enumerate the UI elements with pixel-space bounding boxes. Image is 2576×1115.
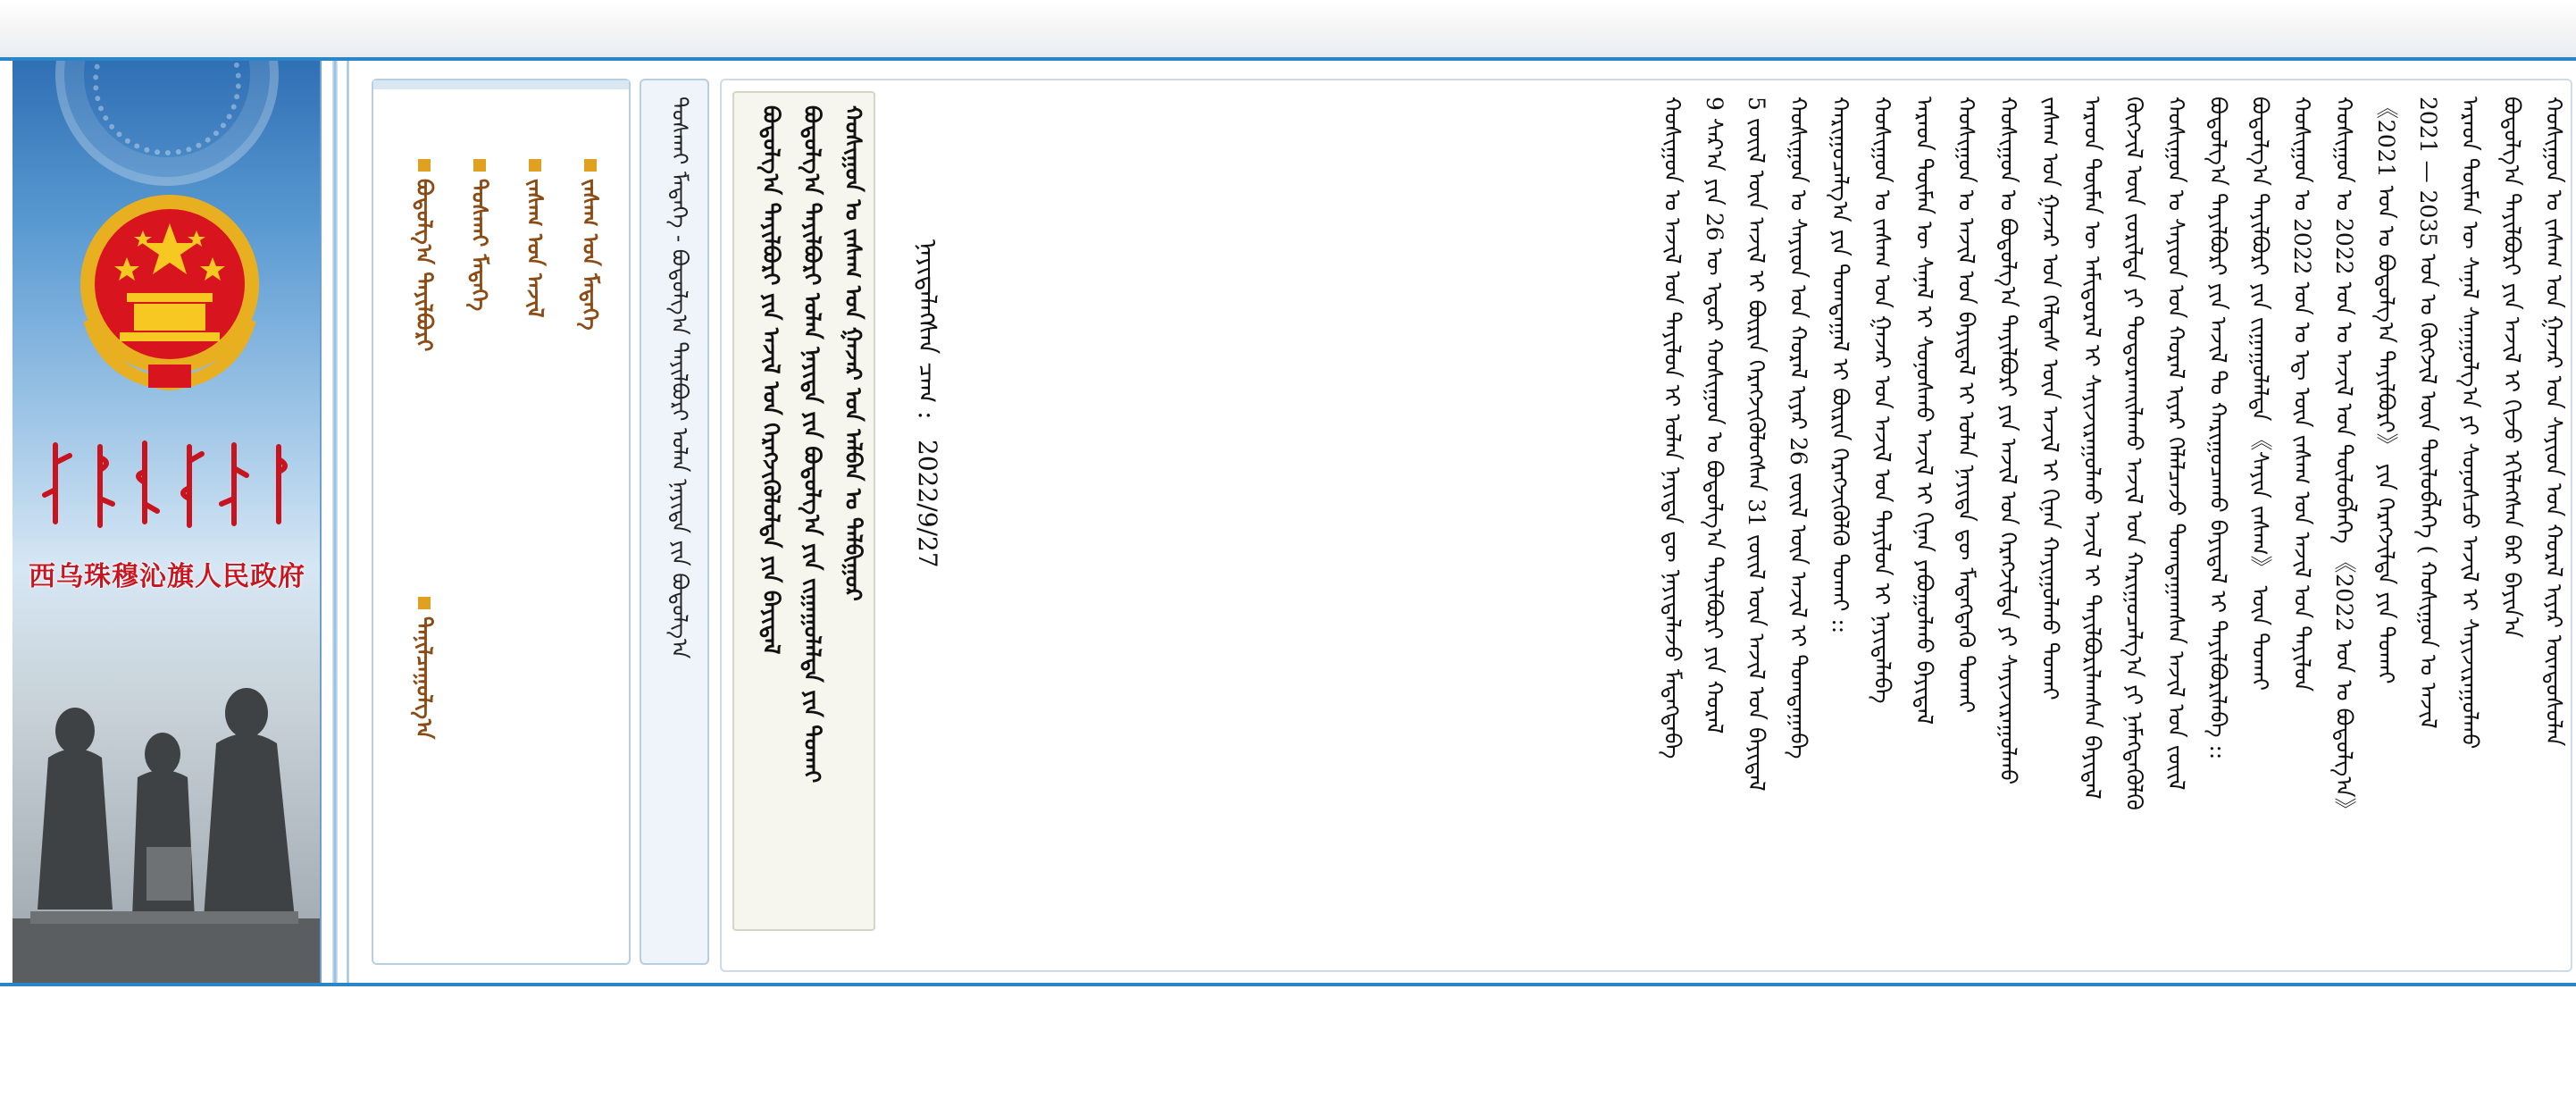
- article-body-line: ᠠᠷᠠᠳ ᠲᠦᠮᠡᠨ ᠦ ᠠᠮᠢᠳᠤᠷᠠᠯ ᠢ ᠰᠠᠶᠢᠵᠢᠷᠠᠭᠤᠯᠬᠤ ᠠᠵᠢᠯ ᠢ ᠲᠠᠶᠢᠯᠪᠤᠷᠢᠯᠠᠭᠰᠠᠨ ᠪᠠᠶᠢᠳᠠᠯ: [2079, 96, 2105, 800]
- nav-item-2[interactable]: [516, 159, 554, 318]
- article-body-line: ᠪᠣᠳᠤᠯᠭ᠎ᠠ ᠲᠠᠶᠢᠯᠪᠤᠷᠢ ᠶᠢᠨ ᠠᠵᠢᠯ ᠲᠤ ᠬᠠᠷᠢᠭᠤᠴᠠᠬᠤ ᠪᠠᠶᠢᠳᠠᠯ ᠢ ᠲᠠᠶᠢᠯᠪᠤᠷᠢᠯᠠᠪᠠ ::: [2205, 96, 2231, 760]
- article-body-line: ᠬᠣᠰᠢᠭᠤᠨ ᠤ ᠠᠵᠢᠯ ᠤᠨ ᠲᠠᠶᠢᠯᠤᠨ ᠢ ᠣᠯᠠᠨ ᠨᠡᠶᠢᠲᠡ ᠳᠦ ᠨᠡᠶᠢᠲᠡᠯᠡᠵᠦ ᠮᠡᠳᠡᠭᠳᠡᠪᠡ: [1660, 96, 1685, 759]
- nav-item-label: ᠲᠤᠰᠬᠠᠢ ᠮᠡᠳᠡᠭᠡ: [467, 179, 493, 312]
- nav-item-label: ᠵᠠᠰᠠᠭ ᠤᠨ ᠮᠡᠳᠡᠭᠡ: [578, 179, 604, 331]
- nav-item-label: ᠲᠠᠨᠢᠯᠴᠠᠭᠤᠯᠭ᠎ᠠ: [412, 616, 438, 740]
- government-name: 西乌珠穆沁旗人民政府: [29, 561, 305, 592]
- article-body-line: ᠬᠣᠰᠢᠭᠤᠨ ᠤ ᠰᠠᠶᠢᠳ ᠤᠨ ᠬᠤᠷᠠᠯ ᠢᠶᠠᠷ ᠬᠡᠯᠡᠯᠴᠡᠵᠦ ᠲᠣᠭᠲᠠᠭᠠᠭᠰᠠᠨ ᠠᠵᠢᠯ ᠤᠨ ᠵᠦᠢᠯ: [2163, 96, 2189, 791]
- article-body-line: ᠬᠣᠰᠢᠭᠤᠨ ᠤ ᠰᠠᠶᠢᠳ ᠤᠨ ᠬᠤᠷᠠᠯ ᠢᠶᠠᠷ 26 ᠵᠦᠢᠯ ᠦᠨ ᠠᠵᠢᠯ ᠢ ᠲᠣᠭᠲᠠᠭᠠᠪᠠ: [1786, 96, 1811, 759]
- publish-date-label: ᠨᠡᠶᠢᠲᠡᠯᠡᠭᠰᠡᠨ ᠴᠠᠭ :: [913, 239, 942, 420]
- nav-item-label: ᠵᠠᠰᠠᠭ ᠤᠨ ᠠᠵᠢᠯ: [523, 179, 548, 318]
- article-body-line: 《2021 ᠣᠨ ᠤ ᠪᠣᠳᠤᠯᠭ᠎ᠠ ᠲᠠᠶᠢᠯᠪᠤᠷᠢ》 ᠶᠢᠨ ᠬᠡᠷᠡᠭᠵᠢᠯᠲᠡ ᠶᠢᠨ ᠲᠤᠬᠠᠢ: [2373, 96, 2399, 684]
- article-body-line: 2021 — 2035 ᠣᠨ ᠤ ᠬᠥᠭᠵᠢᠯ ᠦᠨ ᠲᠥᠯᠥᠪᠯᠡᠭᠡ ( ᠬᠣᠰᠢᠭᠤᠨ ᠤ ᠠᠵᠢᠯ: [2415, 96, 2441, 729]
- national-emblem-icon: [71, 186, 268, 391]
- publish-date-value: 2022/9/27: [913, 440, 942, 568]
- article-body-line: ᠬᠣᠰᠢᠭᠤᠨ ᠤ ᠵᠠᠰᠠᠭ ᠤᠨ ᠭᠠᠵᠠᠷ ᠤᠨ ᠰᠠᠶᠢᠳ ᠤᠨ ᠬᠤᠷᠠᠯ ᠢᠶᠠᠷ ᠦᠨᠳᠦᠰᠦᠯᠡᠨ: [2541, 96, 2567, 747]
- article-body-line: ᠠᠷᠠᠳ ᠲᠦᠮᠡᠨ ᠦ ᠰᠠᠨᠠᠯ ᠰᠠᠨᠠᠭᠤᠯᠭ᠎ᠠ ᠶᠢ ᠰᠣᠨᠣᠰᠴᠤ ᠠᠵᠢᠯ ᠢ ᠰᠠᠶᠢᠵᠢᠷᠠᠭᠤᠯᠬᠤ: [2457, 96, 2483, 750]
- nav-item-label: ᠪᠣᠳᠤᠯᠭ᠎ᠠ ᠲᠠᠶᠢᠯᠪᠤᠷᠢ: [412, 179, 438, 352]
- nav-item-1[interactable]: [572, 159, 609, 331]
- article-body-line: ᠪᠣᠳᠤᠯᠭ᠎ᠠ ᠲᠠᠶᠢᠯᠪᠤᠷᠢ ᠶᠢᠨ ᠠᠵᠢᠯ ᠢ ᠬᠢᠵᠦ ᠡᠬᠢᠯᠡᠭᠰᠡᠨ ᠪᠡᠷ ᠪᠠᠶᠢᠨ᠎ᠠ: [2499, 96, 2525, 638]
- article-body-line: ᠬᠠᠷᠢᠭᠤᠴᠠᠯᠭ᠎ᠠ ᠶᠢᠨ ᠲᠣᠭᠲᠠᠭᠠᠯ ᠢ ᠪᠦᠷᠢᠨ ᠬᠡᠷᠡᠭᠵᠢᠭᠦᠯᠬᠦ ᠲᠤᠬᠠᠢ ::: [1827, 96, 1853, 634]
- site-banner: [13, 61, 322, 983]
- article-title-line-2: ᠪᠣᠳᠤᠯᠭ᠎ᠠ ᠲᠠᠶᠢᠯᠪᠤᠷᠢ ᠣᠯᠠᠨ ᠨᠡᠶᠢᠲᠡ ᠶᠢᠨ ᠪᠣᠳᠤᠯᠭ᠎ᠠ ᠶᠢᠨ ᠵᠢᠭᠠᠭᠤᠯᠠᠯᠲᠠ ᠶᠢᠨ ᠲᠤᠬᠠᠢ: [799, 105, 825, 784]
- mongolian-title-text: ᠪᠠᠷᠠᠭᠤᠨ ᠦᠵᠦᠮᠦᠴᠢᠨ ᠬᠣᠰᠢᠭᠤᠨ ᠤ ᠠᠷᠠᠳ ᠤᠨ ᠵᠠᠰᠠᠭ ᠤᠨ ᠭᠠᠵᠠᠷ: [30, 436, 54, 437]
- bullet-icon: [584, 159, 597, 172]
- nav-item-5[interactable]: [406, 597, 443, 739]
- nav-item-4[interactable]: [406, 159, 443, 351]
- separator-left: [332, 61, 338, 983]
- article-body-line: ᠬᠣᠰᠢᠭᠤᠨ ᠤ ᠵᠠᠰᠠᠭ ᠤᠨ ᠭᠠᠵᠠᠷ ᠤᠨ ᠠᠵᠢᠯ ᠤᠨ ᠲᠠᠶᠢᠯᠤᠨ ᠢ ᠨᠡᠶᠢᠲᠡᠯᠡᠪᠡ: [1869, 96, 1895, 704]
- article-title-box: [732, 91, 875, 931]
- mongolian-title-script: [30, 436, 316, 534]
- article-body-line: 5 ᠵᠦᠢᠯ ᠦᠨ ᠠᠵᠢᠯ ᠢ ᠪᠦᠷᠢᠨ ᠬᠡᠷᠡᠭᠵᠢᠭᠦᠯᠦᠭᠰᠡᠨ 31 ᠵᠦᠢᠯ ᠦᠨ ᠠᠵᠢᠯ ᠤᠨ ᠪᠠᠶᠢᠳᠠᠯ: [1744, 96, 1769, 792]
- article-title-line-1: ᠬᠣᠰᠢᠭᠤᠨ ᠤ ᠵᠠᠰᠠᠭ ᠤᠨ ᠭᠠᠵᠠᠷ ᠤᠨ ᠠᠯᠪᠠᠨ ᠤ ᠲᠠᠯᠪᠢᠭᠤᠷ: [841, 105, 866, 601]
- article-body-line: 9 ᠰᠠᠷ᠎ᠠ ᠶᠢᠨ 26 ᠦ ᠡᠳᠦᠷ ᠬᠣᠰᠢᠭᠤᠨ ᠤ ᠪᠣᠳᠤᠯᠭ᠎ᠠ ᠲᠠᠶᠢᠯᠪᠤᠷᠢ ᠶᠢᠨ ᠬᠤᠷᠠᠯ: [1702, 96, 1727, 734]
- article-body-line: ᠬᠣᠰᠢᠭᠤᠨ ᠤ ᠪᠣᠳᠤᠯᠭ᠎ᠠ ᠲᠠᠶᠢᠯᠪᠤᠷᠢ ᠶᠢᠨ ᠠᠵᠢᠯ ᠤᠨ ᠬᠡᠷᠡᠭᠵᠢᠯᠲᠡ ᠶᠢ ᠰᠠᠶᠢᠵᠢᠷᠠᠭᠤᠯᠬᠤ: [1995, 96, 2021, 785]
- separator-left-thin: [347, 61, 349, 983]
- bullet-icon: [418, 159, 431, 172]
- article-body-line: ᠪᠣᠳᠤᠯᠭ᠎ᠠ ᠲᠠᠶᠢᠯᠪᠤᠷᠢ ᠶᠢᠨ ᠵᠢᠭᠠᠭᠤᠯᠠᠯᠲᠠ 《ᠰᠠᠶᠢᠨ ᠵᠠᠰᠠᠭ》 ᠦᠨ ᠲᠤᠬᠠᠢ: [2247, 96, 2273, 692]
- bullet-icon: [418, 597, 431, 609]
- statue-image-icon: [13, 677, 322, 983]
- browser-top-band: [0, 0, 2576, 57]
- article-body-line: ᠬᠣᠰᠢᠭᠤᠨ ᠤ ᠠᠵᠢᠯ ᠤᠨ ᠪᠠᠶᠢᠳᠠᠯ ᠢ ᠣᠯᠠᠨ ᠨᠡᠶᠢᠲᠡ ᠳᠦ ᠮᠡᠳᠡᠭᠳᠡᠬᠦ ᠲᠤᠬᠠᠢ: [1953, 96, 1979, 714]
- article-body-line: ᠠᠷᠠᠳ ᠲᠦᠮᠡᠨ ᠦ ᠰᠠᠨᠠᠯ ᠢ ᠰᠣᠨᠣᠰᠬᠤ ᠠᠵᠢᠯ ᠢ ᠬᠢᠨᠠᠨ ᠶᠠᠪᠤᠭᠤᠯᠬᠤ ᠪᠠᠶᠢᠳᠠᠯ: [1911, 96, 1937, 725]
- publish-date: [906, 239, 949, 568]
- article-body-line: ᠬᠥᠭᠵᠢᠯ ᠦᠨ ᠵᠣᠷᠢᠯᠲᠠ ᠶᠢ ᠲᠣᠳᠣᠷᠬᠠᠢᠯᠠᠬᠤ ᠠᠵᠢᠯ ᠤᠨ ᠬᠠᠷᠢᠭᠤᠴᠠᠯᠭ᠎ᠠ ᠶᠢ ᠨᠡᠮᠡᠭᠳᠡᠭᠦᠯᠬᠦ: [2121, 96, 2147, 810]
- breadcrumb[interactable]: ᠲᠤᠰᠬᠠᠢ ᠮᠡᠳᠡᠭᠡ - ᠪᠣᠳᠤᠯᠭ᠎ᠠ ᠲᠠᠶᠢᠯᠪᠤᠷᠢ ᠣᠯᠠᠨ ᠨᠡᠶᠢᠲᠡ ᠶᠢᠨ ᠪᠣᠳᠤᠯᠭ᠎ᠠ: [667, 96, 692, 659]
- nav-panel-header: [373, 80, 629, 89]
- bullet-icon: [529, 159, 541, 172]
- page-frame: [0, 57, 2576, 986]
- article-title-line-3: ᠪᠣᠳᠤᠯᠭ᠎ᠠ ᠲᠠᠶᠢᠯᠪᠤᠷᠢ ᠶᠢᠨ ᠠᠵᠢᠯ ᠤᠨ ᠬᠡᠷᠡᠭᠵᠢᠭᠦᠯᠦᠯᠲᠡ ᠶᠢᠨ ᠪᠠᠶᠢᠳᠠᠯ: [758, 105, 784, 655]
- bullet-icon: [473, 159, 486, 172]
- article-body-line: ᠵᠠᠰᠠᠭ ᠤᠨ ᠭᠠᠵᠠᠷ ᠤᠨ ᠬᠡᠯᠲᠡᠰ ᠦᠨ ᠠᠵᠢᠯ ᠢ ᠬᠢᠨᠠᠨ ᠬᠠᠶᠢᠭᠤᠯᠬᠤ ᠲᠤᠬᠠᠢ: [2037, 96, 2063, 700]
- article-body-line: ᠬᠣᠰᠢᠭᠤᠨ ᠤ 2022 ᠣᠨ ᠤ ᠠᠵᠢᠯ ᠤᠨ ᠲᠥᠯᠥᠪᠯᠡᠭᠡ 《2022 ᠣᠨ ᠤ ᠪᠣᠳᠤᠯᠭ᠎ᠠ》: [2331, 96, 2357, 820]
- nav-item-3[interactable]: [461, 159, 498, 311]
- article-body-line: ᠬᠣᠰᠢᠭᠤᠨ ᠤ 2022 ᠣᠨ ᠤ ᠡᠳ᠋ ᠦᠨ ᠵᠠᠰᠠᠭ ᠤᠨ ᠠᠵᠢᠯ ᠤᠨ ᠲᠠᠶᠢᠯᠤᠨ: [2289, 96, 2315, 692]
